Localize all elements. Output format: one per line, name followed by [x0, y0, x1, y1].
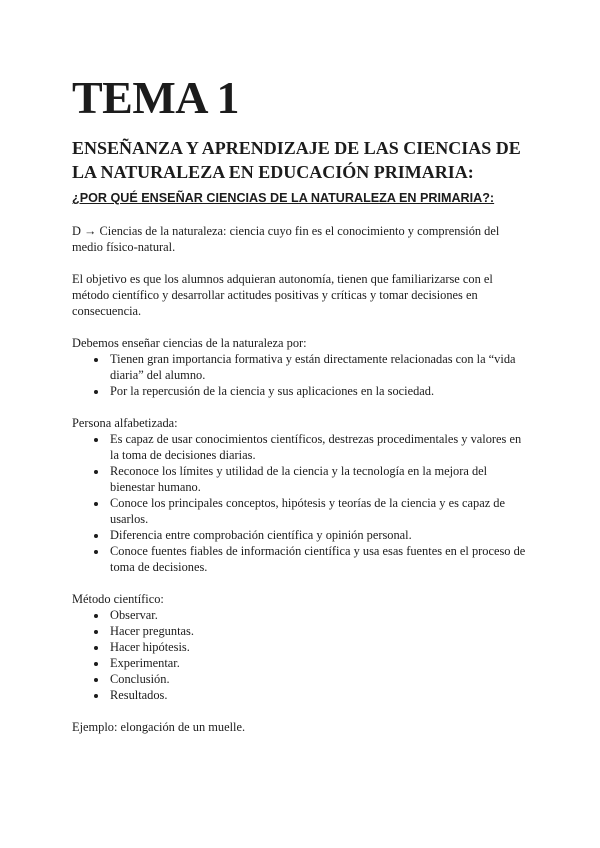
literate-person-list [72, 431, 532, 575]
list-item: • Resultados. [108, 687, 532, 703]
list-item: • Hacer preguntas. [108, 623, 532, 639]
literate-person-intro: Persona alfabetizada: [72, 416, 178, 430]
document-body [72, 223, 532, 751]
list-item: • Observar. [108, 607, 532, 623]
list-item: • Experimentar. [108, 655, 532, 671]
example-paragraph: Ejemplo: elongación de un muelle. [72, 720, 246, 734]
scientific-method-list [72, 607, 532, 703]
document-subtitle: ENSEÑANZA Y APRENDIZAJE DE LAS CIENCIAS DE LA NATURALEZA EN EDUCACIÓN PRIMARIA: [72, 138, 521, 182]
list-item: • Conoce fuentes fiables de información científica y usa esas fuentes en el proceso de toma de decisiones. [108, 543, 532, 575]
list-item: • Hacer hipótesis. [108, 639, 532, 655]
scientific-method-intro: Método científico: [72, 592, 164, 606]
reasons-intro: Debemos enseñar ciencias de la naturaleza por: [72, 336, 307, 350]
list-item: • Reconoce los límites y utilidad de la ciencia y la tecnología en la mejora del bienestar humano. [108, 463, 532, 495]
list-item: • Es capaz de usar conocimientos científicos, destrezas procedimentales y valores en la toma de decisiones diarias. [108, 431, 532, 463]
reasons-list [72, 351, 532, 399]
page-title: TEMA 1 [72, 72, 239, 123]
list-item: • Conoce los principales conceptos, hipótesis y teorías de la ciencia y es capaz de usarlos. [108, 495, 532, 527]
section-heading: ¿POR QUÉ ENSEÑAR CIENCIAS DE LA NATURALEZA EN PRIMARIA?: [72, 191, 495, 205]
list-item: • Por la repercusión de la ciencia y sus aplicaciones en la sociedad. [108, 383, 532, 399]
list-item: • Conclusión. [108, 671, 532, 687]
definition-paragraph: D → Ciencias de la naturaleza: ciencia cuyo fin es el conocimiento y comprensión del medio físico-natural. [72, 224, 500, 254]
list-item: • Tienen gran importancia formativa y están directamente relacionadas con la “vida diaria” del alumno. [108, 351, 532, 383]
list-item: • Diferencia entre comprobación científica y opinión personal. [108, 527, 532, 543]
objective-paragraph: El objetivo es que los alumnos adquieran autonomía, tienen que familiarizarse con el método científico y desarrollar actitudes positivas y críticas y tomar decisiones en consecuencia. [72, 272, 493, 318]
